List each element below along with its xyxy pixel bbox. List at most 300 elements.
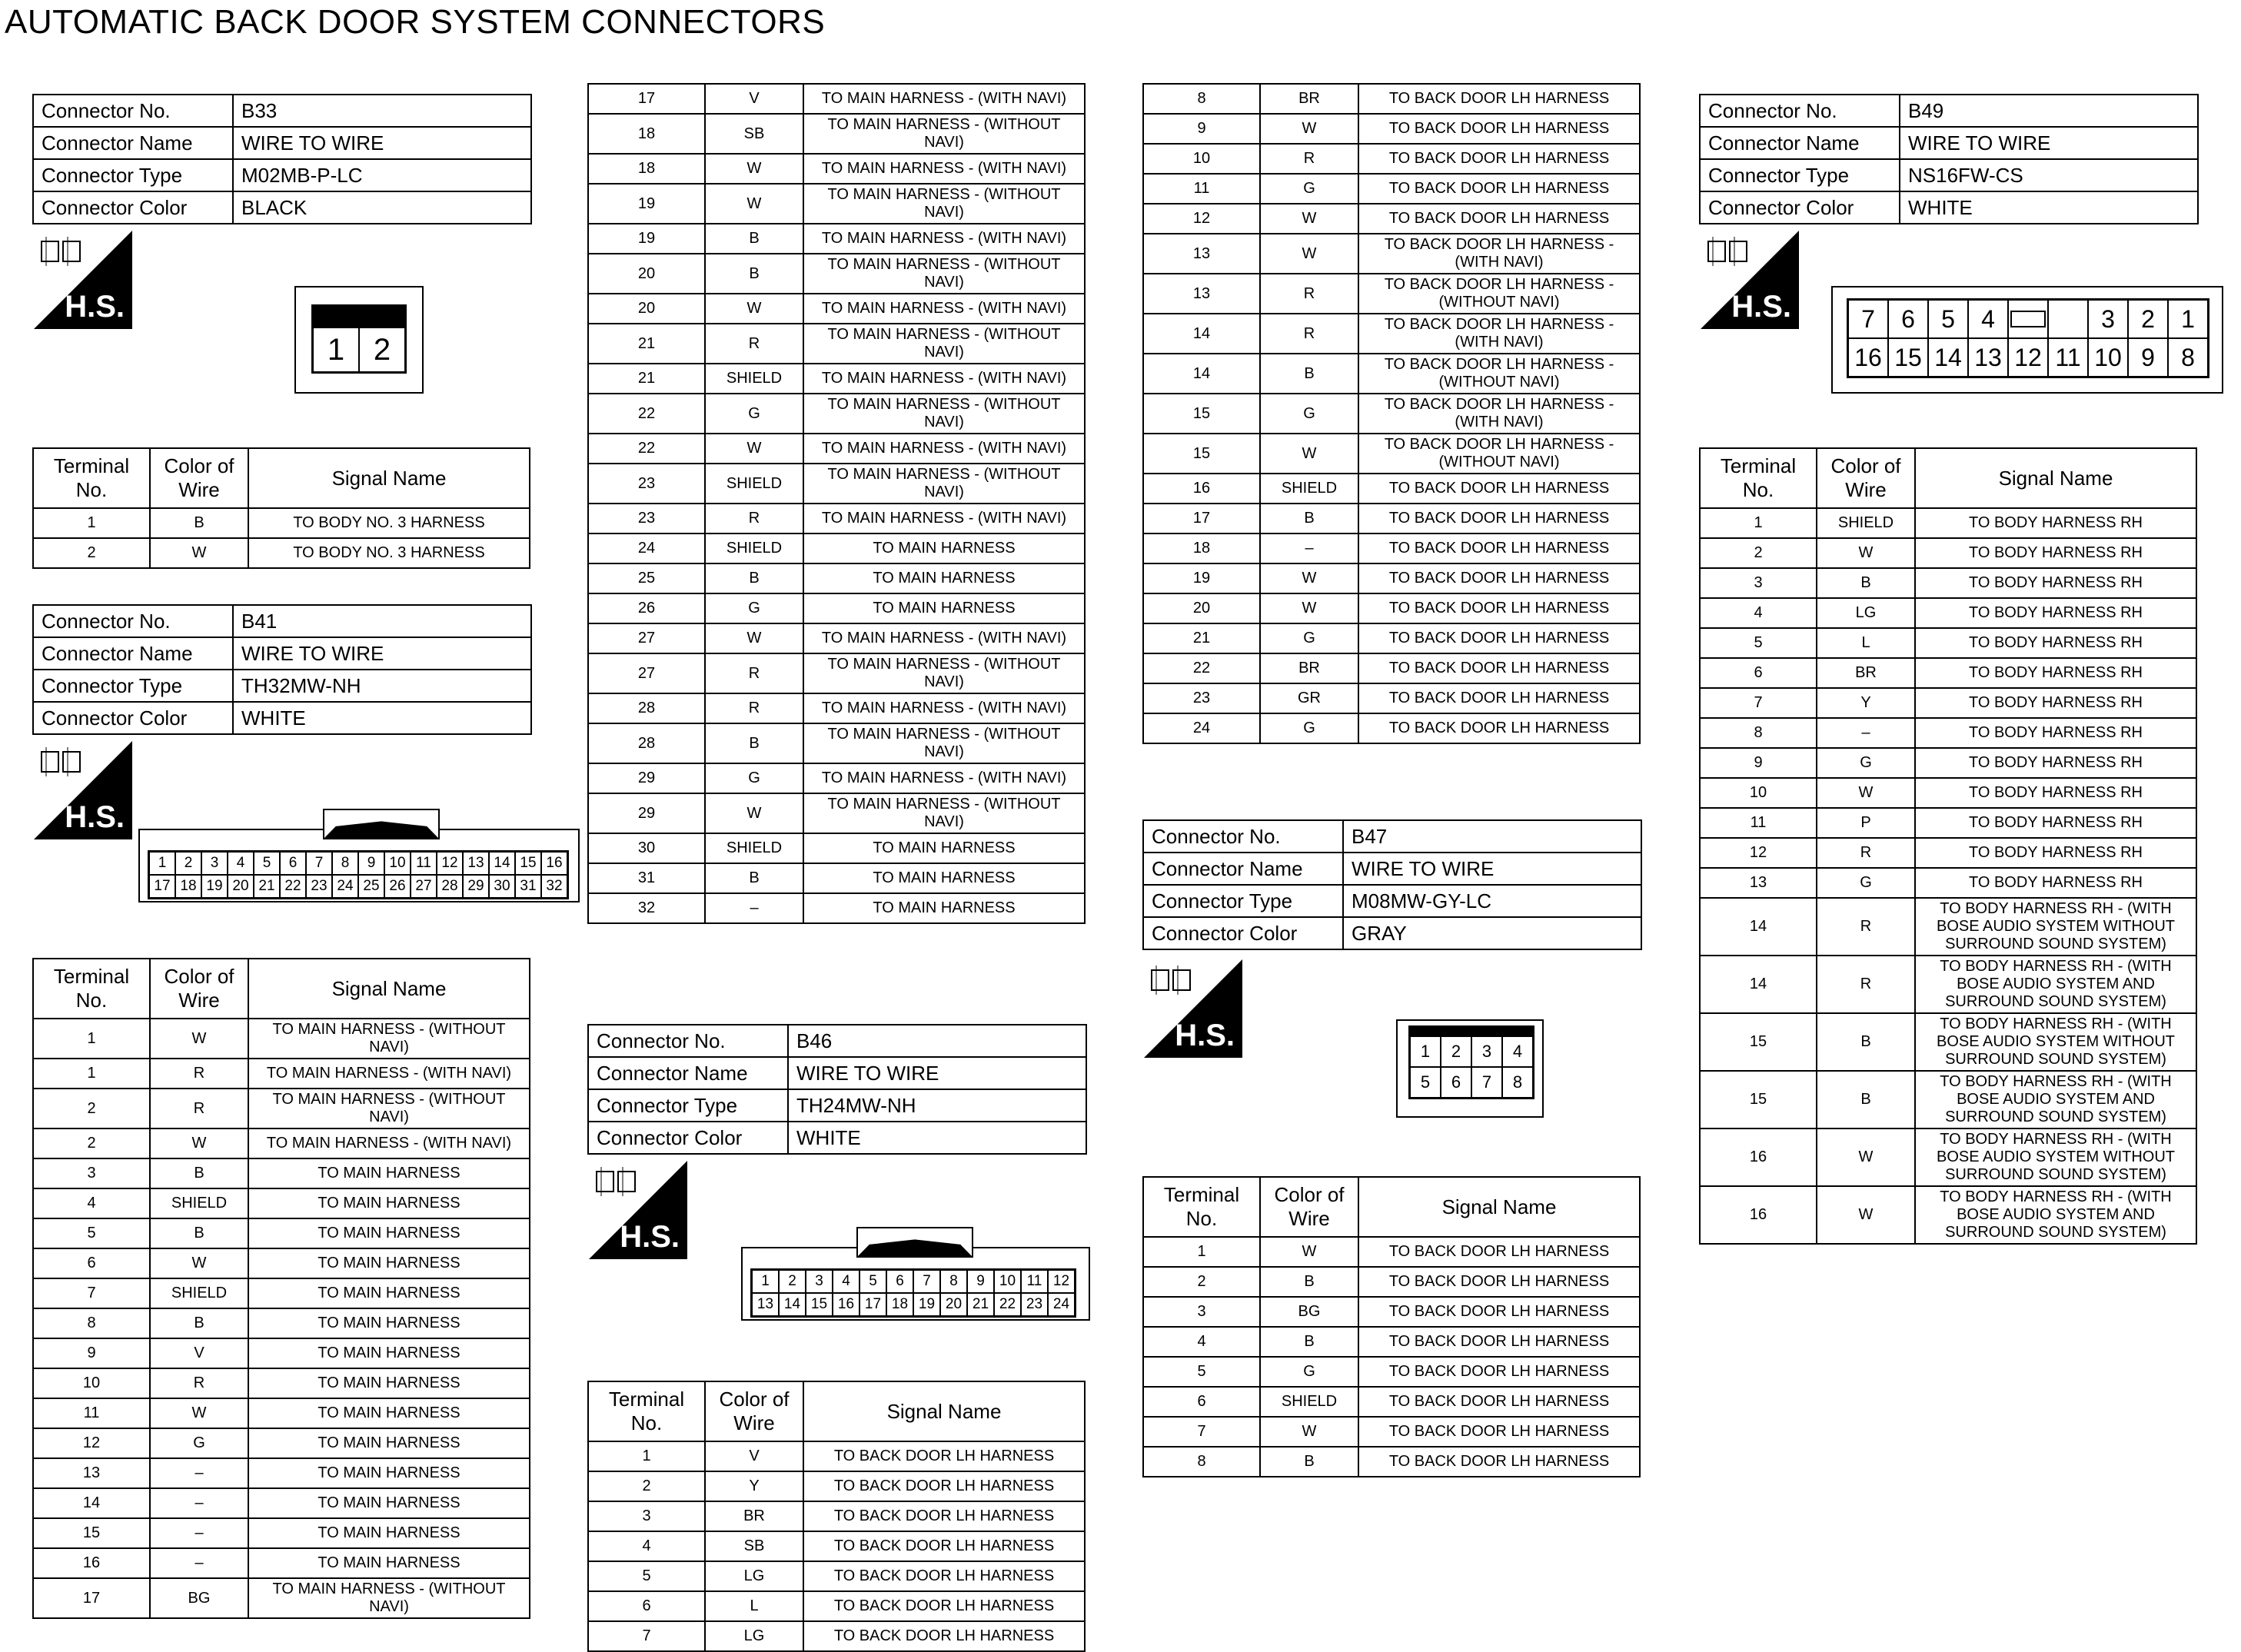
pin-cell: 23 (1021, 1293, 1048, 1316)
table-row (33, 1158, 530, 1188)
color-of-wire-header: Color of Wire (1260, 1177, 1358, 1237)
pin-cell: 10 (2088, 338, 2128, 377)
wire-color-cell: W (1260, 234, 1358, 274)
signal-name-cell: TO MAIN HARNESS (248, 1458, 530, 1488)
connector-info-b49: Connector No. B49 Connector Name WIRE TO WIRE Connector Type NS16FW-CS Connector Color WHITE (1699, 94, 2199, 224)
terminal-no-cell: 10 (1700, 778, 1817, 808)
table-row (33, 1059, 530, 1089)
terminal-no-cell: 1 (33, 508, 150, 538)
signal-name-cell: TO BODY HARNESS RH (1915, 838, 2196, 868)
table-row (588, 294, 1085, 324)
pin-cell: 10 (384, 852, 411, 875)
pin-cell: 13 (463, 852, 489, 875)
terminal-no-cell: 6 (1143, 1387, 1260, 1417)
page-title: AUTOMATIC BACK DOOR SYSTEM CONNECTORS (5, 3, 826, 41)
table-row (1700, 598, 2196, 628)
terminal-no-cell: 22 (588, 394, 705, 434)
wire-color-cell: B (1817, 568, 1915, 598)
wire-color-cell: R (150, 1368, 248, 1398)
connector-face-b41 (138, 829, 580, 902)
signal-name-cell: TO BACK DOOR LH HARNESS (1358, 593, 1640, 623)
wire-color-cell: V (150, 1338, 248, 1368)
pin-cell: 30 (489, 875, 515, 898)
pin-cell: 8 (940, 1270, 967, 1293)
table-row (588, 154, 1085, 184)
signal-name-cell: TO BODY HARNESS RH (1915, 568, 2196, 598)
pin-cell: 21 (967, 1293, 994, 1316)
terminal-no-cell: 7 (33, 1278, 150, 1308)
terminal-no-cell: 12 (1700, 838, 1817, 868)
signal-name-cell: TO BODY HARNESS RH - (WITH BOSE AUDIO SYSTEM WITHOUT SURROUND SOUND SYSTEM) (1915, 1013, 2196, 1071)
connector-face-b47 (1396, 1019, 1544, 1118)
terminal-no-cell: 16 (33, 1548, 150, 1578)
signal-name-cell: TO BODY NO. 3 HARNESS (248, 538, 530, 568)
pin-cell: 16 (1848, 338, 1888, 377)
table-row (588, 114, 1085, 154)
terminal-no-cell: 13 (33, 1458, 150, 1488)
wire-color-cell: R (150, 1089, 248, 1128)
color-of-wire-header: Color of Wire (150, 448, 248, 508)
table-row (1700, 868, 2196, 898)
wire-color-cell: G (1260, 623, 1358, 653)
table-row (1143, 204, 1640, 234)
table-row (1143, 1327, 1640, 1357)
table-row (588, 1531, 1085, 1561)
table-row (1700, 748, 2196, 778)
table-row (33, 1278, 530, 1308)
table-row (1143, 683, 1640, 713)
wire-color-cell: R (1817, 838, 1915, 868)
connector-face-b46 (741, 1247, 1090, 1321)
terminal-no-cell: 9 (1700, 748, 1817, 778)
terminal-no-cell: 25 (588, 563, 705, 593)
terminal-no-cell: 2 (1143, 1267, 1260, 1297)
table-row (588, 893, 1085, 923)
pin-cell: 23 (306, 875, 332, 898)
wire-color-cell: V (705, 1441, 803, 1471)
signal-name-cell: TO BACK DOOR LH HARNESS (1358, 563, 1640, 593)
wire-color-cell: SB (705, 114, 803, 154)
pin-cell: 3 (201, 852, 228, 875)
wire-color-cell: B (1260, 1267, 1358, 1297)
terminal-no-cell: 29 (588, 793, 705, 833)
wire-color-cell: BG (150, 1578, 248, 1618)
signal-name-cell: TO MAIN HARNESS (248, 1398, 530, 1428)
table-row (33, 538, 530, 568)
pin-cell: 12 (437, 852, 463, 875)
signal-name-cell: TO MAIN HARNESS - (WITHOUT NAVI) (803, 723, 1085, 763)
table-row (588, 533, 1085, 563)
wire-color-cell: BG (1260, 1297, 1358, 1327)
table-row (1143, 314, 1640, 354)
table-row (33, 1458, 530, 1488)
pin-cell: 18 (886, 1293, 913, 1316)
pin-cell: 7 (913, 1270, 940, 1293)
wire-color-cell: B (1260, 1327, 1358, 1357)
table-row (588, 434, 1085, 464)
signal-name-cell: TO MAIN HARNESS (248, 1368, 530, 1398)
terminal-no-cell: 24 (588, 533, 705, 563)
signal-name-cell: TO MAIN HARNESS - (WITH NAVI) (803, 294, 1085, 324)
terminal-table-b49 (1699, 447, 2197, 1245)
terminal-no-cell: 15 (33, 1518, 150, 1548)
terminal-no-cell: 15 (1143, 394, 1260, 434)
table-row (1143, 234, 1640, 274)
table-row (1143, 114, 1640, 144)
wire-color-cell: R (705, 693, 803, 723)
table-row (1143, 394, 1640, 434)
signal-name-cell: TO BODY HARNESS RH (1915, 718, 2196, 748)
pin-cell: 11 (2048, 338, 2088, 377)
pin-cell: 1 (149, 852, 175, 875)
terminal-table-b46-continued (1142, 83, 1641, 744)
table-row (1700, 898, 2196, 956)
signal-name-cell: TO BACK DOOR LH HARNESS (1358, 1387, 1640, 1417)
wire-color-cell: W (1817, 778, 1915, 808)
wire-color-cell: W (705, 154, 803, 184)
terminal-no-cell: 27 (588, 623, 705, 653)
pin-cell: 22 (994, 1293, 1021, 1316)
table-header-row (1700, 448, 2196, 508)
pin-cell: 21 (254, 875, 280, 898)
signal-name-cell: TO BACK DOOR LH HARNESS (803, 1531, 1085, 1561)
terminal-no-cell: 6 (33, 1248, 150, 1278)
terminal-no-cell: 32 (588, 893, 705, 923)
terminal-no-cell: 7 (1700, 688, 1817, 718)
wire-color-cell: W (705, 434, 803, 464)
pin-cell: 4 (833, 1270, 859, 1293)
terminal-no-cell: 6 (1700, 658, 1817, 688)
signal-name-cell: TO BACK DOOR LH HARNESS (803, 1561, 1085, 1591)
pin-cell: 16 (833, 1293, 859, 1316)
terminal-no-cell: 14 (33, 1488, 150, 1518)
signal-name-cell: TO MAIN HARNESS - (WITH NAVI) (803, 693, 1085, 723)
color-of-wire-header: Color of Wire (705, 1381, 803, 1441)
pin-cell: 3 (1471, 1036, 1502, 1067)
terminal-no-cell: 3 (1700, 568, 1817, 598)
pin-cell: 14 (779, 1293, 806, 1316)
signal-name-cell: TO BACK DOOR LH HARNESS (1358, 174, 1640, 204)
wire-color-cell: SHIELD (705, 833, 803, 863)
pin-cell: 31 (515, 875, 541, 898)
terminal-no-cell: 13 (1143, 274, 1260, 314)
wire-color-cell: G (705, 593, 803, 623)
table-row (1700, 1128, 2196, 1186)
terminal-no-cell: 2 (1700, 538, 1817, 568)
signal-name-cell: TO MAIN HARNESS - (WITHOUT NAVI) (803, 793, 1085, 833)
table-row (1143, 144, 1640, 174)
pin-cell: 5 (1410, 1067, 1441, 1098)
table-row (588, 184, 1085, 224)
connector-info-b33: Connector No. B33 Connector Name WIRE TO WIRE Connector Type M02MB-P-LC Connector Color BLACK (32, 94, 532, 224)
terminal-no-cell: 17 (588, 84, 705, 114)
signal-name-cell: TO BACK DOOR LH HARNESS - (WITH NAVI) (1358, 314, 1640, 354)
terminal-table-b46 (587, 1381, 1086, 1652)
terminal-no-cell: 5 (1700, 628, 1817, 658)
signal-name-header: Signal Name (803, 1381, 1085, 1441)
terminal-no-cell: 18 (1143, 533, 1260, 563)
wire-color-cell: W (150, 1128, 248, 1158)
table-row (588, 723, 1085, 763)
signal-name-cell: TO MAIN HARNESS - (WITHOUT NAVI) (248, 1578, 530, 1618)
wire-color-cell: SHIELD (150, 1188, 248, 1218)
wire-color-cell: G (1260, 394, 1358, 434)
terminal-table-b41-continued (587, 83, 1086, 924)
terminal-no-cell: 16 (1143, 474, 1260, 504)
pin-cell: 5 (859, 1270, 886, 1293)
pin-cell: 18 (175, 875, 201, 898)
connector-info-b41: Connector No. B41 Connector Name WIRE TO WIRE Connector Type TH32MW-NH Connector Color WHITE (32, 604, 532, 735)
wire-color-cell: W (1817, 1128, 1915, 1186)
signal-name-cell: TO MAIN HARNESS - (WITH NAVI) (803, 434, 1085, 464)
pin-cell: 15 (1888, 338, 1928, 377)
signal-name-cell: TO MAIN HARNESS - (WITHOUT NAVI) (248, 1089, 530, 1128)
signal-name-cell: TO BACK DOOR LH HARNESS (1358, 1357, 1640, 1387)
terminal-no-cell: 18 (588, 114, 705, 154)
wire-color-cell: W (705, 184, 803, 224)
terminal-no-cell: 17 (1143, 504, 1260, 533)
connector-face-b49 (1831, 286, 2223, 394)
terminal-no-cell: 14 (1700, 956, 1817, 1013)
terminal-no-cell: 1 (33, 1019, 150, 1059)
signal-name-cell: TO BODY HARNESS RH - (WITH BOSE AUDIO SYSTEM AND SURROUND SOUND SYSTEM) (1915, 1186, 2196, 1244)
table-row (33, 1488, 530, 1518)
signal-name-cell: TO BACK DOOR LH HARNESS (1358, 713, 1640, 743)
pin-cell (2048, 300, 2088, 338)
signal-name-cell: TO BACK DOOR LH HARNESS (1358, 114, 1640, 144)
pin-cell: 22 (280, 875, 306, 898)
table-row (588, 1501, 1085, 1531)
pin-cell: 17 (859, 1293, 886, 1316)
pin-cell: 2 (175, 852, 201, 875)
table-row (1143, 1357, 1640, 1387)
table-row (588, 1471, 1085, 1501)
pin-cell: 25 (358, 875, 384, 898)
table-row (33, 1188, 530, 1218)
wire-color-cell: R (1817, 898, 1915, 956)
signal-name-cell: TO MAIN HARNESS - (WITHOUT NAVI) (803, 184, 1085, 224)
wire-color-cell: – (150, 1518, 248, 1548)
wire-color-cell: SHIELD (705, 364, 803, 394)
wire-color-cell: B (1260, 354, 1358, 394)
table-row (1700, 956, 2196, 1013)
table-row (1143, 1447, 1640, 1477)
wire-color-cell: R (705, 504, 803, 533)
wire-color-cell: W (1260, 593, 1358, 623)
wire-color-cell: W (705, 793, 803, 833)
table-row (588, 1441, 1085, 1471)
wire-color-cell: R (1260, 144, 1358, 174)
terminal-no-cell: 2 (588, 1471, 705, 1501)
signal-name-cell: TO BACK DOOR LH HARNESS (1358, 1417, 1640, 1447)
table-row (33, 1019, 530, 1059)
wire-color-cell: B (705, 224, 803, 254)
table-row (588, 324, 1085, 364)
terminal-no-cell: 3 (33, 1158, 150, 1188)
pin-cell: 1 (1410, 1036, 1441, 1067)
table-row (1143, 1237, 1640, 1267)
wire-color-cell: B (705, 563, 803, 593)
signal-name-cell: TO MAIN HARNESS - (WITHOUT NAVI) (803, 464, 1085, 504)
pin-cell: 17 (149, 875, 175, 898)
wire-color-cell: V (705, 84, 803, 114)
signal-name-cell: TO BACK DOOR LH HARNESS - (WITHOUT NAVI) (1358, 274, 1640, 314)
table-row (1700, 628, 2196, 658)
table-row (1700, 838, 2196, 868)
pin-cell: 12 (1048, 1270, 1075, 1293)
table-header-row (588, 1381, 1085, 1441)
wire-color-cell: – (1260, 533, 1358, 563)
signal-name-cell: TO MAIN HARNESS - (WITH NAVI) (248, 1059, 530, 1089)
wire-color-cell: LG (705, 1621, 803, 1651)
terminal-no-cell: 2 (33, 1089, 150, 1128)
signal-name-cell: TO MAIN HARNESS - (WITHOUT NAVI) (803, 254, 1085, 294)
signal-name-cell: TO BODY HARNESS RH - (WITH BOSE AUDIO SYSTEM AND SURROUND SOUND SYSTEM) (1915, 956, 2196, 1013)
signal-name-cell: TO MAIN HARNESS (803, 833, 1085, 863)
terminal-no-cell: 16 (1700, 1128, 1817, 1186)
wire-color-cell: W (1260, 1237, 1358, 1267)
pin-cell: 7 (1848, 300, 1888, 338)
terminal-no-cell: 15 (1700, 1013, 1817, 1071)
pin-cell: 12 (2008, 338, 2048, 377)
signal-name-cell: TO MAIN HARNESS (248, 1248, 530, 1278)
terminal-no-cell: 6 (588, 1591, 705, 1621)
wire-color-cell: B (1817, 1071, 1915, 1128)
connector-info-b46: Connector No. B46 Connector Name WIRE TO WIRE Connector Type TH24MW-NH Connector Color WHITE (587, 1024, 1087, 1155)
table-row (1700, 1186, 2196, 1244)
color-of-wire-header: Color of Wire (150, 959, 248, 1019)
pin-cell: 9 (2128, 338, 2168, 377)
terminal-no-cell: 4 (1143, 1327, 1260, 1357)
pin-cell: 14 (1928, 338, 1968, 377)
wire-color-cell: B (150, 1158, 248, 1188)
pin-cell: 4 (228, 852, 254, 875)
terminal-no-cell: 28 (588, 693, 705, 723)
terminal-no-header: Terminal No. (1700, 448, 1817, 508)
signal-name-header: Signal Name (1358, 1177, 1640, 1237)
wire-color-cell: G (150, 1428, 248, 1458)
connector-latch (856, 1227, 973, 1258)
terminal-no-cell: 24 (1143, 713, 1260, 743)
pin-cell: 28 (437, 875, 463, 898)
table-row (1143, 623, 1640, 653)
wire-color-cell: – (1817, 718, 1915, 748)
signal-name-cell: TO MAIN HARNESS - (WITHOUT NAVI) (803, 394, 1085, 434)
wire-color-cell: B (705, 863, 803, 893)
pin-cell: 5 (254, 852, 280, 875)
table-row (33, 1128, 530, 1158)
terminal-no-cell: 20 (588, 254, 705, 294)
wire-color-cell: LG (705, 1561, 803, 1591)
table-row (1143, 504, 1640, 533)
terminal-no-cell: 14 (1700, 898, 1817, 956)
signal-name-cell: TO BODY HARNESS RH (1915, 598, 2196, 628)
terminal-no-cell: 30 (588, 833, 705, 863)
terminal-no-cell: 8 (1143, 1447, 1260, 1477)
table-row (1143, 84, 1640, 114)
table-row (1143, 1417, 1640, 1447)
pin-cell: 13 (1968, 338, 2008, 377)
table-row (588, 863, 1085, 893)
terminal-no-cell: 19 (588, 224, 705, 254)
signal-name-cell: TO BACK DOOR LH HARNESS (1358, 1327, 1640, 1357)
pin-cell: 1 (752, 1270, 779, 1293)
pin-cell: 2 (1441, 1036, 1471, 1067)
signal-name-cell: TO BACK DOOR LH HARNESS (1358, 683, 1640, 713)
wire-color-cell: BR (1260, 84, 1358, 114)
terminal-no-cell: 7 (1143, 1417, 1260, 1447)
pin-cell: 16 (541, 852, 567, 875)
terminal-no-cell: 9 (1143, 114, 1260, 144)
signal-name-cell: TO MAIN HARNESS - (WITH NAVI) (803, 364, 1085, 394)
pin-cell: 10 (994, 1270, 1021, 1293)
signal-name-cell: TO BACK DOOR LH HARNESS (803, 1471, 1085, 1501)
table-row (588, 833, 1085, 863)
table-row (1700, 808, 2196, 838)
signal-name-cell: TO BACK DOOR LH HARNESS (803, 1621, 1085, 1651)
table-row (588, 254, 1085, 294)
table-row (588, 464, 1085, 504)
pin-cell: 11 (1021, 1270, 1048, 1293)
table-row (588, 504, 1085, 533)
terminal-no-cell: 1 (1143, 1237, 1260, 1267)
table-row (33, 508, 530, 538)
terminal-no-cell: 23 (588, 504, 705, 533)
pin-cell: 1 (2168, 300, 2208, 338)
signal-name-cell: TO BACK DOOR LH HARNESS (803, 1501, 1085, 1531)
signal-name-cell: TO MAIN HARNESS (248, 1548, 530, 1578)
terminal-no-cell: 11 (33, 1398, 150, 1428)
pin-cell: 27 (411, 875, 437, 898)
wire-color-cell: G (1260, 713, 1358, 743)
signal-name-cell: TO BACK DOOR LH HARNESS (1358, 1297, 1640, 1327)
table-row (1700, 508, 2196, 538)
pin-cell: 2 (2128, 300, 2168, 338)
terminal-no-cell: 5 (588, 1561, 705, 1591)
signal-name-cell: TO BACK DOOR LH HARNESS - (WITH NAVI) (1358, 394, 1640, 434)
table-row (588, 793, 1085, 833)
table-row (588, 593, 1085, 623)
terminal-no-cell: 29 (588, 763, 705, 793)
terminal-table-b41 (32, 958, 530, 1619)
wire-color-cell: G (1817, 868, 1915, 898)
signal-name-cell: TO BACK DOOR LH HARNESS (1358, 1267, 1640, 1297)
signal-name-cell: TO BODY HARNESS RH (1915, 628, 2196, 658)
pin-cell: 6 (886, 1270, 913, 1293)
signal-name-cell: TO MAIN HARNESS (248, 1488, 530, 1518)
terminal-no-cell: 9 (33, 1338, 150, 1368)
wire-color-cell: G (705, 763, 803, 793)
signal-name-cell: TO MAIN HARNESS - (WITH NAVI) (803, 763, 1085, 793)
signal-name-cell: TO MAIN HARNESS (248, 1428, 530, 1458)
table-row (1143, 274, 1640, 314)
signal-name-cell: TO MAIN HARNESS (803, 563, 1085, 593)
table-row (1700, 1071, 2196, 1128)
wire-color-cell: BR (705, 1501, 803, 1531)
terminal-table-b47 (1142, 1176, 1641, 1477)
table-row (1143, 474, 1640, 504)
wire-color-cell: SHIELD (1260, 474, 1358, 504)
terminal-table-b33 (32, 447, 530, 569)
wire-color-cell: W (150, 1398, 248, 1428)
table-row (1700, 1013, 2196, 1071)
table-row (1143, 1267, 1640, 1297)
table-row (588, 1561, 1085, 1591)
wire-color-cell: G (1260, 174, 1358, 204)
signal-name-cell: TO MAIN HARNESS - (WITH NAVI) (803, 84, 1085, 114)
pin-cell: 4 (1968, 300, 2008, 338)
pin-cell (2008, 300, 2048, 338)
